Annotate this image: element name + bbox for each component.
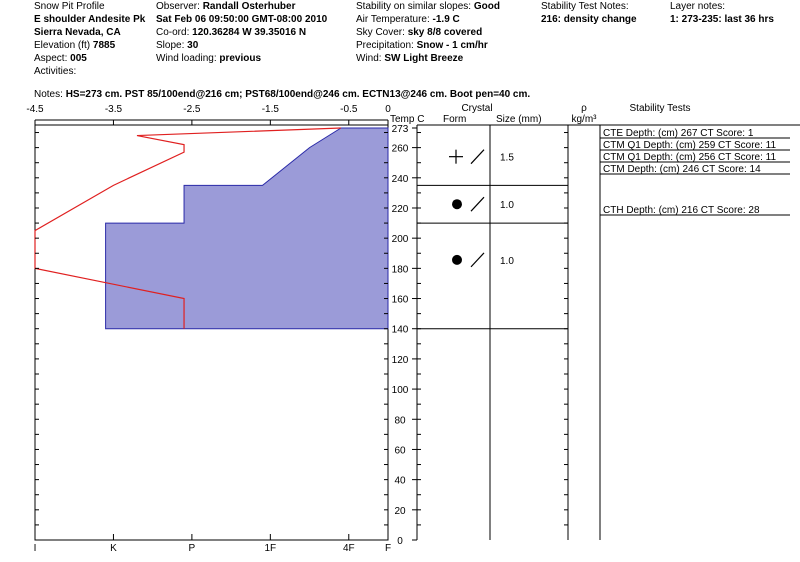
header-value: 216: density change [541,14,637,25]
temp-tick-label: -0.5 [340,104,358,115]
crystal-form-1 [449,150,484,164]
header-label: Elevation (ft) [34,40,91,51]
height-tick-label: 60 [394,445,406,457]
hardness-tick-label: 1F [264,543,277,554]
header-label: Wind loading: [156,53,217,64]
header-label: Snow Pit Profile [34,1,105,12]
form-header: Form [443,114,467,125]
stability-test-2: CTM Q1 Depth: (cm) 259 CT Score: 11 [603,140,777,151]
hardness-tick-label: K [110,543,117,554]
header-label: Observer: [156,1,200,12]
density-unit: kg/m³ [571,114,597,125]
header-value: Good [473,1,500,12]
rounded-grain-icon [452,255,462,265]
stability-test-5: CTH Depth: (cm) 216 CT Score: 28 [603,205,760,216]
height-tick-label: 260 [391,143,409,155]
height-tick-label: 273 [391,124,409,135]
header-label: Stability on similar slopes: [356,1,472,12]
faceted-slash-icon [471,253,484,267]
size-header: Size (mm) [496,114,542,125]
hardness-profile [106,128,388,329]
hardness-tick-label: P [188,543,196,554]
header-value: Sierra Nevada, CA [34,27,121,38]
header-label: Activities: [34,66,77,77]
height-tick-label: 80 [394,415,406,427]
header-value: -1.9 C [432,14,460,25]
header-label: Slope: [156,40,185,51]
notes-value: HS=273 cm. PST 85/100end@216 cm; PST68/100end@246 cm. ECTN13@246 cm. Boot pen=40 cm. [65,89,531,100]
hardness-tick-label: I [33,543,37,554]
height-tick-label: 120 [391,354,409,366]
header-value: 120.36284 W 39.35016 N [192,27,307,38]
header-value: Sat Feb 06 09:50:00 GMT-08:00 2010 [156,14,328,25]
rounded-grain-icon [452,199,462,209]
header-label: Aspect: [34,53,68,64]
header-value: 7885 [92,40,116,51]
density-header: ρ [581,103,587,114]
height-tick-label: 220 [391,203,409,215]
height-tick-label: 180 [391,264,409,276]
temp-header: Temp C [390,114,425,125]
header-value: 1: 273-235: last 36 hrs [670,14,774,25]
header-value: Snow - 1 cm/hr [416,40,488,51]
header-label: Air Temperature: [356,14,430,25]
header-value: Randall Osterhuber [202,1,296,12]
header-value: sky 8/8 covered [407,27,483,38]
crystal-size-3: 1.0 [500,255,514,267]
height-tick-label: 140 [391,324,409,336]
stability-test-1: CTE Depth: (cm) 267 CT Score: 1 [603,128,754,139]
crystal-form-3 [452,253,484,267]
crystal-header: Crystal [461,103,493,114]
crystal-size-1: 1.5 [500,152,514,164]
header-value: 30 [187,40,199,51]
crystal-size-2: 1.0 [500,200,514,212]
header-label: Co-ord: [156,27,190,38]
stability-test-4: CTM Depth: (cm) 246 CT Score: 14 [603,164,761,175]
notes-label: Notes: [34,89,63,100]
height-tick-label: 100 [391,385,409,397]
height-tick-label: 20 [394,505,406,517]
header-label: Layer notes: [670,1,726,12]
temp-tick-label: -2.5 [183,104,201,115]
height-tick-label: 40 [394,475,406,487]
temp-tick-label: -4.5 [26,104,44,115]
header-label: Wind: [356,53,382,64]
hardness-tick-label: 4F [342,543,355,554]
temp-tick-label: -1.5 [261,104,279,115]
height-tick-label: 0 [397,536,403,547]
header-value: previous [219,53,262,64]
height-tick-label: 200 [391,234,409,246]
height-tick-label: 240 [391,173,409,185]
stability-test-3: CTM Q1 Depth: (cm) 256 CT Score: 11 [603,152,777,163]
faceted-slash-icon [471,197,484,211]
header-value: SW Light Breeze [384,53,464,64]
header-label: Precipitation: [356,40,414,51]
header-label: Sky Cover: [356,27,405,38]
faceted-slash-icon [471,150,484,164]
temp-tick-label: 0 [385,104,391,115]
header-value: 005 [70,53,87,64]
header-label: Stability Test Notes: [541,1,629,12]
crystal-form-2 [452,197,484,211]
height-tick-label: 160 [391,294,409,306]
header-value: E shoulder Andesite Pk [34,14,146,25]
hardness-tick-label: F [384,543,392,554]
temp-tick-label: -3.5 [104,104,123,115]
stability-header: Stability Tests [629,103,691,114]
